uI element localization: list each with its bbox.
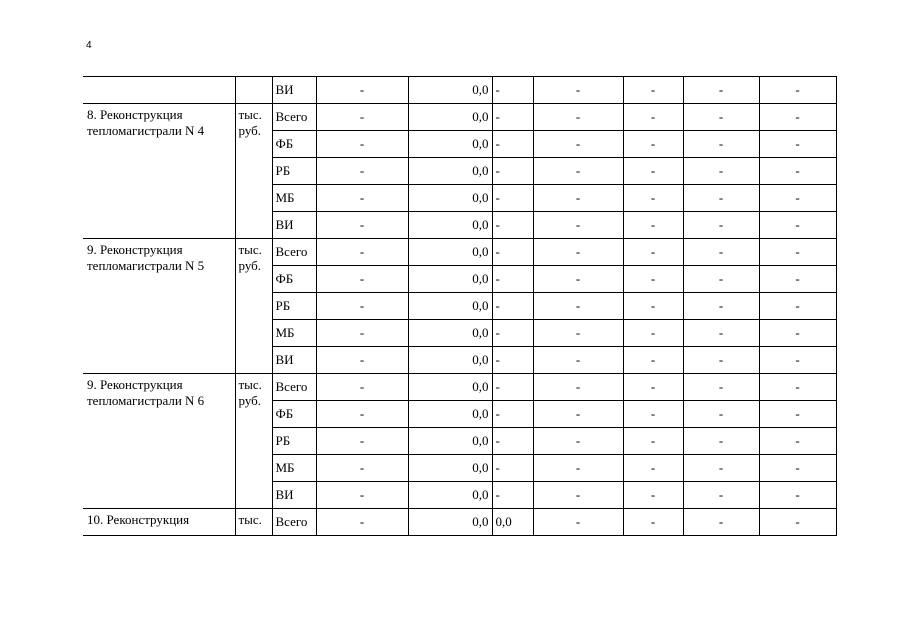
project-name-line: тепломагистрали N 5 <box>87 258 205 273</box>
value-cell: - <box>316 185 408 212</box>
value-cell: - <box>759 401 836 428</box>
value-cell: - <box>492 374 533 401</box>
value-cell: - <box>683 455 759 482</box>
unit-cell <box>235 104 272 239</box>
value-cell: - <box>492 266 533 293</box>
value-cell: - <box>683 266 759 293</box>
page-number: 4 <box>86 40 92 51</box>
table-row <box>83 509 836 536</box>
project-name-cell <box>83 509 235 536</box>
value-cell: - <box>533 293 623 320</box>
value-cell: - <box>492 77 533 104</box>
unit-line: тыс. <box>238 512 262 527</box>
value-cell: - <box>683 347 759 374</box>
funding-source-cell: Всего <box>272 239 316 266</box>
value-cell: - <box>683 509 759 536</box>
value-cell: - <box>533 185 623 212</box>
value-cell: - <box>316 401 408 428</box>
funding-source-cell: МБ <box>272 185 316 212</box>
value-cell: - <box>623 266 683 293</box>
unit-line: тыс. <box>238 107 262 122</box>
value-cell: - <box>683 320 759 347</box>
empty-name-cell <box>83 77 235 104</box>
value-cell: - <box>316 482 408 509</box>
value-cell: 0,0 <box>408 320 492 347</box>
value-cell: - <box>492 347 533 374</box>
value-cell: - <box>759 428 836 455</box>
value-cell: - <box>623 482 683 509</box>
value-cell: - <box>316 320 408 347</box>
value-cell: - <box>492 131 533 158</box>
funding-source-cell: ВИ <box>272 347 316 374</box>
value-cell: - <box>623 293 683 320</box>
unit-line: тыс. <box>238 242 262 257</box>
value-cell: - <box>316 374 408 401</box>
budget-table <box>83 76 837 536</box>
value-cell: - <box>759 77 836 104</box>
project-name-line: 8. Реконструкция <box>87 107 183 122</box>
value-cell: - <box>623 239 683 266</box>
value-cell: - <box>533 509 623 536</box>
funding-source-cell: РБ <box>272 428 316 455</box>
value-cell: - <box>683 374 759 401</box>
value-cell: 0,0 <box>408 428 492 455</box>
empty-unit-cell <box>235 77 272 104</box>
value-cell: - <box>623 185 683 212</box>
value-cell: - <box>533 455 623 482</box>
value-cell: - <box>533 320 623 347</box>
value-cell: - <box>316 509 408 536</box>
value-cell: 0,0 <box>408 185 492 212</box>
value-cell: 0,0 <box>408 239 492 266</box>
value-cell: - <box>759 104 836 131</box>
value-cell: - <box>683 401 759 428</box>
value-cell: - <box>759 482 836 509</box>
value-cell: - <box>533 104 623 131</box>
value-cell: - <box>316 428 408 455</box>
value-cell: - <box>623 158 683 185</box>
value-cell: - <box>759 374 836 401</box>
value-cell: - <box>683 212 759 239</box>
project-name-line: 9. Реконструкция <box>87 242 183 257</box>
value-cell: - <box>623 77 683 104</box>
value-cell: - <box>492 320 533 347</box>
value-cell: 0,0 <box>408 293 492 320</box>
value-cell: - <box>316 77 408 104</box>
unit-cell <box>235 239 272 374</box>
value-cell: - <box>316 455 408 482</box>
value-cell: - <box>492 428 533 455</box>
value-cell: - <box>316 239 408 266</box>
value-cell: - <box>759 347 836 374</box>
funding-source-cell: ФБ <box>272 131 316 158</box>
funding-source-cell: МБ <box>272 455 316 482</box>
value-cell: - <box>759 266 836 293</box>
value-cell: - <box>623 509 683 536</box>
value-cell: 0,0 <box>408 266 492 293</box>
value-cell: - <box>683 77 759 104</box>
funding-source-cell: ВИ <box>272 482 316 509</box>
value-cell: 0,0 <box>408 77 492 104</box>
funding-source-cell: МБ <box>272 320 316 347</box>
value-cell: - <box>316 347 408 374</box>
value-cell: - <box>316 104 408 131</box>
table-row <box>83 104 836 131</box>
value-cell: - <box>533 374 623 401</box>
table-row <box>83 77 836 104</box>
value-cell: - <box>759 320 836 347</box>
value-cell: - <box>759 455 836 482</box>
value-cell: 0,0 <box>408 509 492 536</box>
value-cell: - <box>533 347 623 374</box>
value-cell: 0,0 <box>408 104 492 131</box>
project-name-cell <box>83 104 235 239</box>
value-cell: - <box>316 266 408 293</box>
value-cell: - <box>623 455 683 482</box>
value-cell: - <box>316 212 408 239</box>
value-cell: - <box>316 131 408 158</box>
value-cell: - <box>316 158 408 185</box>
value-cell: - <box>533 77 623 104</box>
value-cell: - <box>492 185 533 212</box>
value-cell: 0,0 <box>408 455 492 482</box>
funding-source-cell: Всего <box>272 104 316 131</box>
value-cell: - <box>492 293 533 320</box>
funding-source-cell: ФБ <box>272 401 316 428</box>
value-cell: 0,0 <box>408 131 492 158</box>
unit-line: тыс. <box>238 377 262 392</box>
funding-source-cell: Всего <box>272 509 316 536</box>
value-cell: - <box>683 131 759 158</box>
value-cell: - <box>683 185 759 212</box>
value-cell: 0,0 <box>408 401 492 428</box>
value-cell: - <box>533 212 623 239</box>
value-cell: - <box>533 266 623 293</box>
value-cell: 0,0 <box>492 509 533 536</box>
value-cell: - <box>492 401 533 428</box>
value-cell: - <box>533 158 623 185</box>
value-cell: - <box>533 131 623 158</box>
table-row <box>83 374 836 401</box>
value-cell: - <box>759 131 836 158</box>
funding-source-cell: РБ <box>272 158 316 185</box>
project-name-line: 10. Реконструкция <box>87 512 190 527</box>
funding-source-cell: ВИ <box>272 212 316 239</box>
unit-line: руб. <box>238 258 262 273</box>
value-cell: - <box>683 104 759 131</box>
project-name-cell <box>83 374 235 509</box>
project-name-cell <box>83 239 235 374</box>
value-cell: - <box>759 293 836 320</box>
value-cell: - <box>533 239 623 266</box>
funding-source-cell: ФБ <box>272 266 316 293</box>
value-cell: - <box>492 482 533 509</box>
value-cell: 0,0 <box>408 347 492 374</box>
value-cell: - <box>533 428 623 455</box>
value-cell: - <box>492 158 533 185</box>
value-cell: - <box>316 293 408 320</box>
value-cell: - <box>623 374 683 401</box>
project-name-line: 9. Реконструкция <box>87 377 183 392</box>
value-cell: 0,0 <box>408 482 492 509</box>
unit-line: руб. <box>238 393 262 408</box>
value-cell: 0,0 <box>408 374 492 401</box>
value-cell: - <box>759 509 836 536</box>
value-cell: - <box>759 158 836 185</box>
project-name-line: тепломагистрали N 6 <box>87 393 205 408</box>
value-cell: - <box>623 131 683 158</box>
value-cell: - <box>759 185 836 212</box>
funding-source-cell: РБ <box>272 293 316 320</box>
funding-source-cell: ВИ <box>272 77 316 104</box>
unit-cell <box>235 374 272 509</box>
project-name-line: тепломагистрали N 4 <box>87 123 205 138</box>
unit-cell <box>235 509 272 536</box>
value-cell: - <box>492 455 533 482</box>
value-cell: - <box>623 320 683 347</box>
value-cell: - <box>533 482 623 509</box>
value-cell: - <box>623 347 683 374</box>
funding-source-cell: Всего <box>272 374 316 401</box>
value-cell: - <box>683 293 759 320</box>
value-cell: - <box>759 212 836 239</box>
value-cell: - <box>492 104 533 131</box>
value-cell: - <box>492 239 533 266</box>
value-cell: 0,0 <box>408 158 492 185</box>
unit-line: руб. <box>238 123 262 138</box>
value-cell: - <box>623 212 683 239</box>
value-cell: - <box>623 401 683 428</box>
value-cell: - <box>533 401 623 428</box>
value-cell: - <box>683 239 759 266</box>
value-cell: - <box>623 104 683 131</box>
value-cell: - <box>683 428 759 455</box>
value-cell: - <box>683 482 759 509</box>
value-cell: - <box>492 212 533 239</box>
table-row <box>83 239 836 266</box>
value-cell: 0,0 <box>408 212 492 239</box>
value-cell: - <box>759 239 836 266</box>
value-cell: - <box>683 158 759 185</box>
value-cell: - <box>623 428 683 455</box>
